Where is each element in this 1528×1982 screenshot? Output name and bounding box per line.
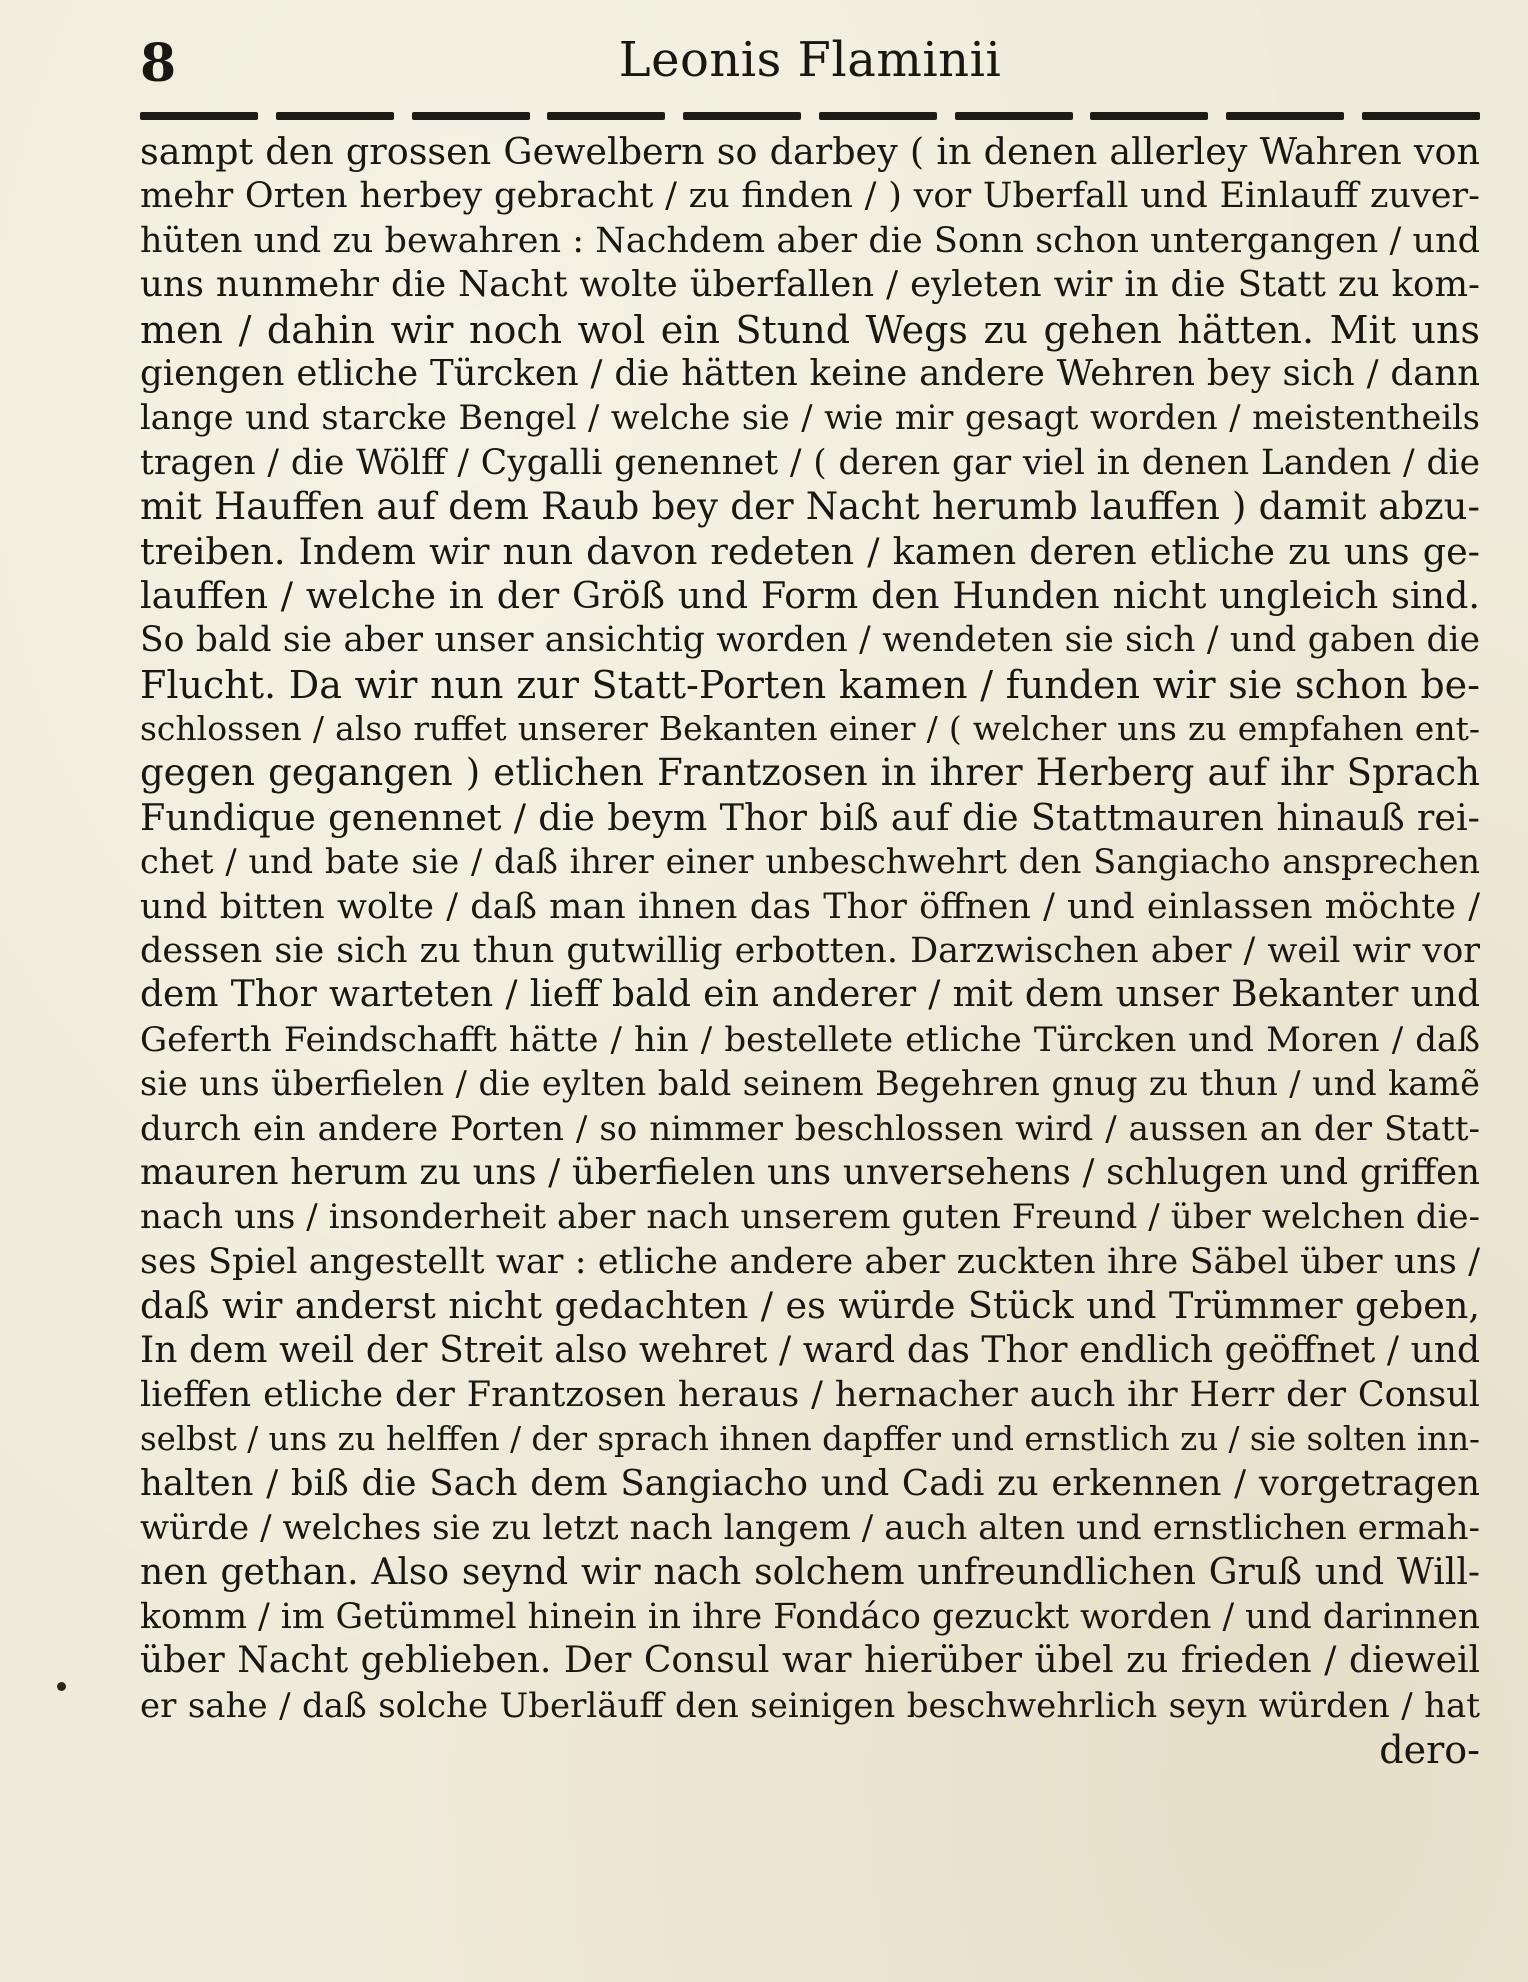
text-line: tragen / die Wölff / Cygalli genennet / ( deren gar viel in denen Landen / die — [140, 442, 1480, 483]
text-line: lieffen etliche der Frantzosen heraus / hernacher auch ihr Herr der Consul — [140, 1374, 1480, 1415]
text-line: men / dahin wir noch wol ein Stund Wegs zu gehen hätten. Mit uns — [140, 307, 1480, 352]
text-line: giengen etliche Türcken / die hätten keine andere Wehren bey sich / dann — [140, 352, 1480, 394]
ink-speck — [57, 1682, 66, 1691]
text-line: selbst / uns zu helffen / der sprach ihnen dapffer und ernstlich zu / sie solten inn- — [140, 1420, 1480, 1459]
text-line: mit Hauffen auf dem Raub bey der Nacht herumb lauffen ) damit abzu- — [140, 485, 1480, 529]
text-line: dessen sie sich zu thun gutwillig erbotten. Darzwischen aber / weil wir vor — [140, 931, 1480, 972]
text-line: So bald sie aber unser ansichtig worden / wendeten sie sich / und gaben die — [140, 620, 1480, 661]
text-line: mehr Orten herbey gebracht / zu finden / ) vor Uberfall und Einlauff zuver- — [140, 176, 1480, 217]
text-line: über Nacht geblieben. Der Consul war hierüber übel zu frieden / dieweil — [140, 1640, 1480, 1682]
text-line: würde / welches sie zu letzt nach langem / auch alten und ernstlichen ermah- — [140, 1508, 1480, 1549]
text-line: sie uns überfielen / die eylten bald seinem Begehren gnug zu thun / und kamẽ — [140, 1064, 1480, 1104]
text-line: uns nunmehr die Nacht wolte überfallen / eyleten wir in die Statt zu kom- — [140, 264, 1480, 306]
text-line: er sahe / daß solche Uberläuff den seinigen beschwehrlich seyn würden / hat — [140, 1685, 1480, 1726]
text-line: halten / biß die Sach dem Sangiacho und Cadi zu erkennen / vorgetragen — [140, 1462, 1480, 1504]
text-line: lange und starcke Bengel / welche sie / wie mir gesagt worden / meistentheils — [140, 398, 1480, 438]
text-line: nach uns / insonderheit aber nach unserem guten Freund / über welchen die- — [140, 1197, 1480, 1238]
page-header — [140, 30, 1480, 100]
body-text — [140, 130, 1480, 1772]
text-line: ses Spiel angestellt war : etliche andere aber zuckten ihre Säbel über uns / — [140, 1241, 1480, 1282]
text-line: In dem weil der Streit also wehret / ward das Thor endlich geöffnet / und — [140, 1329, 1480, 1371]
text-line: hüten und zu bewahren : Nachdem aber die Sonn schon untergangen / und — [140, 220, 1480, 261]
text-line: nen gethan. Also seynd wir nach solchem unfreundlichen Gruß und Will- — [140, 1551, 1480, 1593]
catchword: dero- — [1379, 1728, 1480, 1773]
text-line: treiben. Indem wir nun davon redeten / kamen deren etliche zu uns ge- — [140, 529, 1480, 573]
text-line: daß wir anderst nicht gedachten / es würde Stück und Trümmer geben, — [140, 1284, 1480, 1328]
text-line: Fundique genennet / die beym Thor biß auf die Stattmauren hinauß rei- — [140, 795, 1480, 839]
text-line: chet / und bate sie / daß ihrer einer unbeschwehrt den Sangiacho ansprechen — [140, 842, 1480, 882]
text-line: Flucht. Da wir nun zur Statt-Porten kamen / funden wir sie schon be- — [140, 662, 1480, 707]
text-line: mauren herum zu uns / überfielen uns unversehens / schlugen und griffen — [140, 1151, 1480, 1193]
text-line: sampt den grossen Gewelbern so darbey ( in denen allerley Wahren von — [140, 130, 1480, 173]
text-line: dem Thor warteten / lieff bald ein anderer / mit dem unser Bekanter und — [140, 974, 1480, 1016]
page-number: 8 — [140, 33, 177, 94]
text-line: schlossen / also ruffet unserer Bekanten einer / ( welcher uns zu empfahen ent- — [140, 709, 1480, 749]
text-line: lauffen / welche in der Größ und Form den Hunden nicht ungleich sind. — [140, 573, 1480, 617]
running-head: Leonis Flaminii — [618, 32, 1002, 88]
text-line: komm / im Getümmel hinein in ihre Fondáco gezuckt worden / und darinnen — [140, 1596, 1480, 1637]
text-line: durch ein andere Porten / so nimmer beschlossen wird / aussen an der Statt- — [140, 1108, 1480, 1149]
header-rule — [140, 112, 1480, 122]
text-line: und bitten wolte / daß man ihnen das Thor öffnen / und einlassen möchte / — [140, 886, 1480, 927]
text-line: Geferth Feindschafft hätte / hin / bestellete etliche Türcken und Moren / daß — [140, 1019, 1480, 1060]
text-line: gegen gegangen ) etlichen Frantzosen in ihrer Herberg auf ihr Sprach — [140, 751, 1480, 795]
